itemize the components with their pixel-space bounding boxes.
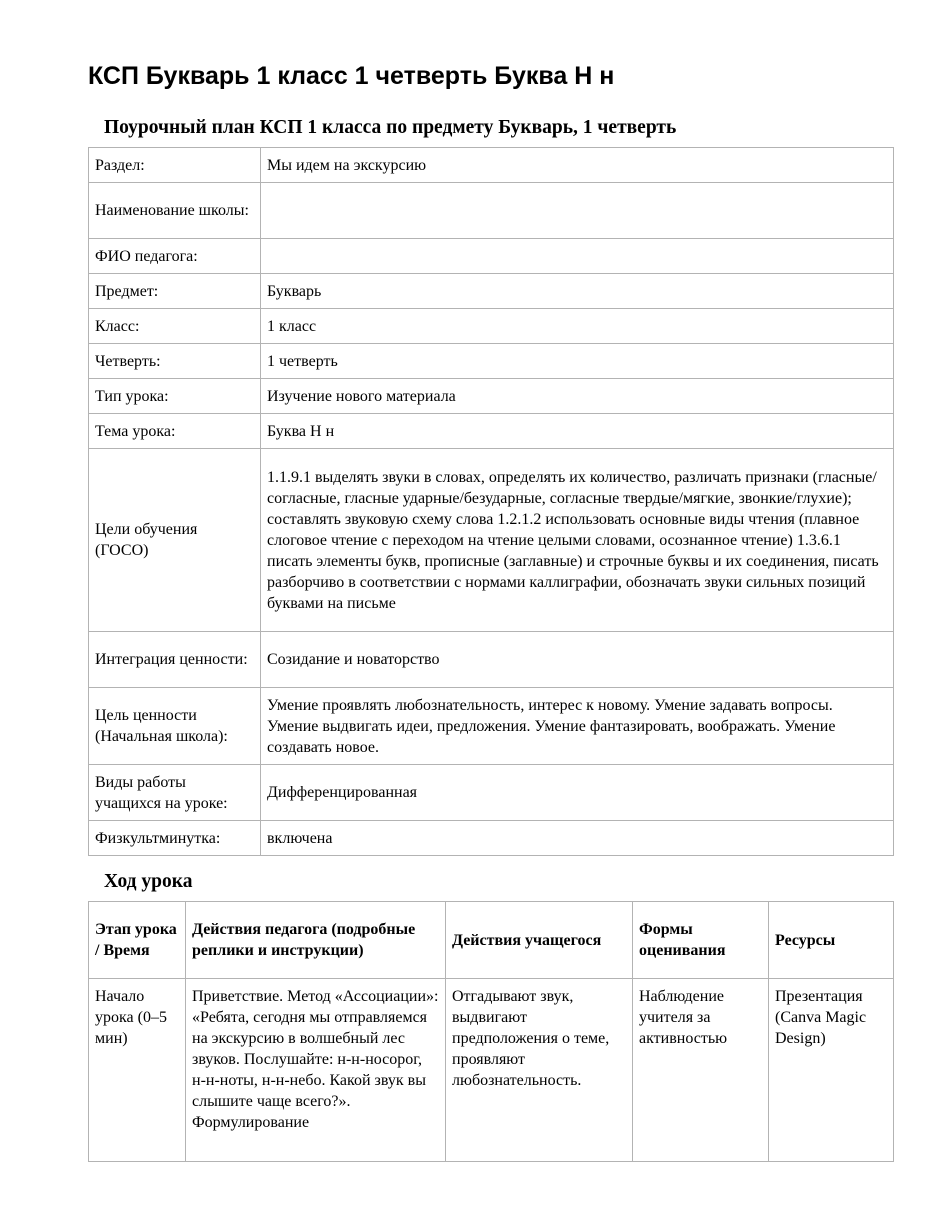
table-header-row: [89, 902, 894, 979]
lesson-flow-table: [88, 901, 894, 1162]
header-assessment: Формы оценивания: [633, 902, 769, 979]
document-title: КСП Букварь 1 класс 1 четверть Буква Н н: [88, 62, 615, 90]
table-row: [89, 979, 894, 1162]
lesson-info-table: [88, 147, 894, 856]
row-value-objectives: 1.1.9.1 выделять звуки в словах, определять их количество, различать признаки (гласные/ согласные, гласные ударные/безударные, согласные твердые/мягкие, звонкие/глухие); составлять звуковую схему слова 1.2.1.2 использовать основные виды чтения (плавное слоговое чтение с переходом на чтение целыми словами, осознанное чтение) 1.3.6.1 писать элементы букв, прописные (заглавные) и строчные буквы и их соединения, писать разборчиво в соответствии с нормами каллиграфии, обозначать звуки сильных позиций буквами на письме: [261, 449, 894, 632]
row-value-section: Мы идем на экскурсию: [261, 148, 894, 183]
table-row: [89, 688, 894, 765]
row-value-subject: Букварь: [261, 274, 894, 309]
row-label-values: Интеграция ценности:: [89, 632, 261, 688]
header-teacher-actions: Действия педагога (подробные реплики и инструкции): [186, 902, 446, 979]
row-value-work-types: Дифференцированная: [261, 765, 894, 821]
row-label-physical-break: Физкультминутка:: [89, 821, 261, 856]
table-row: [89, 765, 894, 821]
row-label-teacher: ФИО педагога:: [89, 239, 261, 274]
course-heading: Ход урока: [104, 871, 193, 892]
row-label-school: Наименование школы:: [89, 183, 261, 239]
table-row: [89, 239, 894, 274]
cell-teacher-actions: Приветствие. Метод «Ассоциации»: «Ребята, сегодня мы отправляемся на экскурсию в волшебный лес звуков. Послушайте: н-н-носорог, н-н-ноты, н-н-небо. Какой звук вы слышите чаще всего?». Формулирование: [186, 979, 446, 1162]
row-label-subject: Предмет:: [89, 274, 261, 309]
row-value-quarter: 1 четверть: [261, 344, 894, 379]
row-label-work-types: Виды работы учащихся на уроке:: [89, 765, 261, 821]
cell-student-actions: Отгадывают звук, выдвигают предположения о теме, проявляют любознательность.: [446, 979, 633, 1162]
row-label-section: Раздел:: [89, 148, 261, 183]
table-row: [89, 414, 894, 449]
cell-resources: Презентация (Canva Magic Design): [769, 979, 894, 1162]
header-stage: Этап урока / Время: [89, 902, 186, 979]
table-row: [89, 183, 894, 239]
table-row: [89, 449, 894, 632]
table-row: [89, 379, 894, 414]
row-value-values: Созидание и новаторство: [261, 632, 894, 688]
table-row: [89, 632, 894, 688]
cell-assessment: Наблюдение учителя за активностью: [633, 979, 769, 1162]
row-value-value-goal: Умение проявлять любознательность, интерес к новому. Умение задавать вопросы. Умение выдвигать идеи, предложения. Умение фантазировать, воображать. Умение создавать новое.: [261, 688, 894, 765]
row-label-topic: Тема урока:: [89, 414, 261, 449]
table-row: [89, 821, 894, 856]
row-value-topic: Буква Н н: [261, 414, 894, 449]
header-resources: Ресурсы: [769, 902, 894, 979]
plan-heading: Поурочный план КСП 1 класса по предмету Букварь, 1 четверть: [104, 117, 677, 138]
table-row: [89, 344, 894, 379]
table-row: [89, 309, 894, 344]
table-row: [89, 148, 894, 183]
row-value-lesson-type: Изучение нового материала: [261, 379, 894, 414]
row-value-physical-break: включена: [261, 821, 894, 856]
row-value-teacher: [261, 239, 894, 274]
cell-stage: Начало урока (0–5 мин): [89, 979, 186, 1162]
table-row: [89, 274, 894, 309]
row-label-objectives: Цели обучения (ГОСО): [89, 449, 261, 632]
row-label-lesson-type: Тип урока:: [89, 379, 261, 414]
row-value-school: [261, 183, 894, 239]
row-label-grade: Класс:: [89, 309, 261, 344]
header-student-actions: Действия учащегося: [446, 902, 633, 979]
row-value-grade: 1 класс: [261, 309, 894, 344]
row-label-value-goal: Цель ценности (Начальная школа):: [89, 688, 261, 765]
row-label-quarter: Четверть:: [89, 344, 261, 379]
